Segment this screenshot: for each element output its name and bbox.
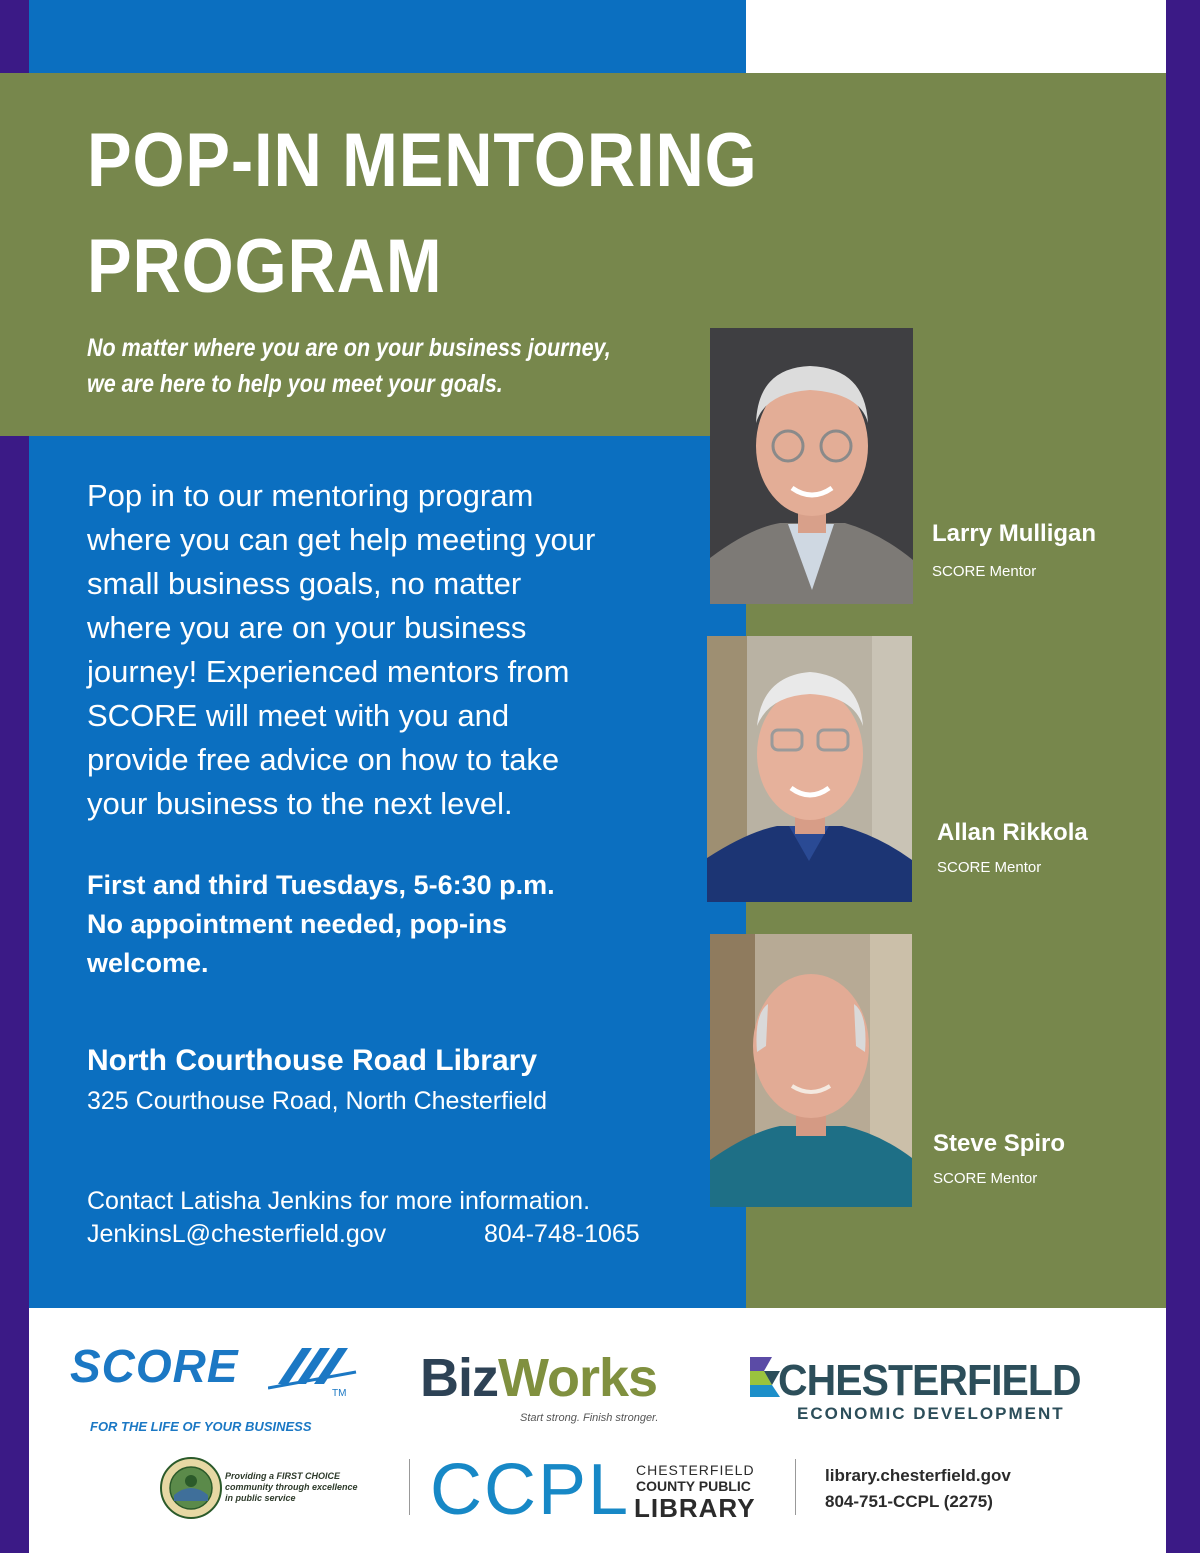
schedule-line: No appointment needed, pop-ins bbox=[87, 909, 507, 939]
description-line: SCORE will meet with you and bbox=[87, 698, 510, 733]
description-line: small business goals, no matter bbox=[87, 566, 522, 601]
contact-phone-link[interactable]: 804-748-1065 bbox=[484, 1220, 640, 1248]
mentor-role-steve: SCORE Mentor bbox=[933, 1170, 1038, 1187]
chesterfield-logo-subtitle: ECONOMIC DEVELOPMENT bbox=[797, 1404, 1065, 1423]
schedule-line: First and third Tuesdays, 5-6:30 p.m. bbox=[87, 870, 555, 900]
bizworks-biz: Biz bbox=[420, 1348, 498, 1408]
ccpl-logo-word: CCPL bbox=[430, 1450, 631, 1530]
footer-divider bbox=[409, 1459, 410, 1515]
chesterfield-logo-word: CHESTERFIELD bbox=[778, 1356, 1081, 1405]
top-blue-band bbox=[29, 0, 746, 73]
county-seal-icon bbox=[160, 1457, 222, 1519]
score-slashes-icon bbox=[268, 1342, 360, 1390]
page-title bbox=[87, 108, 791, 320]
bizworks-slogan: Start strong. Finish stronger. bbox=[520, 1412, 659, 1424]
mentor-name-allan: Allan Rikkola bbox=[937, 819, 1088, 846]
schedule bbox=[87, 866, 647, 983]
seal-text-line: community through excellence bbox=[225, 1482, 358, 1492]
mentor-role-larry: SCORE Mentor bbox=[932, 563, 1037, 580]
program-description bbox=[87, 474, 677, 826]
ccpl-logo-line2: COUNTY PUBLIC bbox=[636, 1478, 751, 1494]
seal-text-line: in public service bbox=[225, 1493, 296, 1503]
ccpl-logo-line1: CHESTERFIELD bbox=[636, 1462, 755, 1478]
tagline bbox=[87, 330, 620, 402]
schedule-line: welcome. bbox=[87, 948, 209, 978]
location-name: North Courthouse Road Library bbox=[87, 1044, 538, 1077]
title-line: POP-IN MENTORING bbox=[87, 118, 758, 203]
library-phone: 804-751-CCPL (2275) bbox=[825, 1492, 993, 1511]
contact-email-link[interactable]: JenkinsL@chesterfield.gov bbox=[87, 1220, 387, 1248]
score-logo-word: SCORE bbox=[70, 1340, 239, 1392]
library-website-link[interactable]: library.chesterfield.gov bbox=[825, 1466, 1011, 1485]
mentor-photo-steve bbox=[710, 934, 912, 1207]
description-line: Pop in to our mentoring program bbox=[87, 478, 534, 513]
score-slogan: FOR THE LIFE OF YOUR BUSINESS bbox=[90, 1419, 312, 1434]
description-line: journey! Experienced mentors from bbox=[87, 654, 570, 689]
bizworks-logo bbox=[420, 1348, 657, 1408]
description-line: your business to the next level. bbox=[87, 786, 513, 821]
mentor-photo-larry bbox=[710, 328, 913, 604]
county-seal-text bbox=[225, 1471, 385, 1504]
tagline-line: we are here to help you meet your goals. bbox=[87, 370, 503, 398]
tagline-line: No matter where you are on your business journey, bbox=[87, 334, 611, 362]
seal-text-line: Providing a FIRST CHOICE bbox=[225, 1471, 341, 1481]
chesterfield-mark-icon bbox=[750, 1357, 780, 1397]
mentor-photo-allan bbox=[707, 636, 912, 902]
bizworks-works: Works bbox=[498, 1348, 658, 1408]
mentor-name-larry: Larry Mulligan bbox=[932, 520, 1097, 547]
mentor-role-allan: SCORE Mentor bbox=[937, 859, 1042, 876]
contact-line: Contact Latisha Jenkins for more information. bbox=[87, 1187, 591, 1215]
description-line: provide free advice on how to take bbox=[87, 742, 560, 777]
description-line: where you can get help meeting your bbox=[87, 522, 596, 557]
top-white-band bbox=[746, 0, 1166, 73]
location-address: 325 Courthouse Road, North Chesterfield bbox=[87, 1087, 547, 1115]
score-trademark: TM bbox=[332, 1388, 347, 1399]
right-purple-border bbox=[1166, 0, 1200, 1553]
description-line: where you are on your business bbox=[87, 610, 527, 645]
title-line: PROGRAM bbox=[87, 224, 443, 309]
mentor-name-steve: Steve Spiro bbox=[933, 1130, 1066, 1157]
footer-divider bbox=[795, 1459, 796, 1515]
ccpl-logo-line3: LIBRARY bbox=[634, 1493, 756, 1523]
